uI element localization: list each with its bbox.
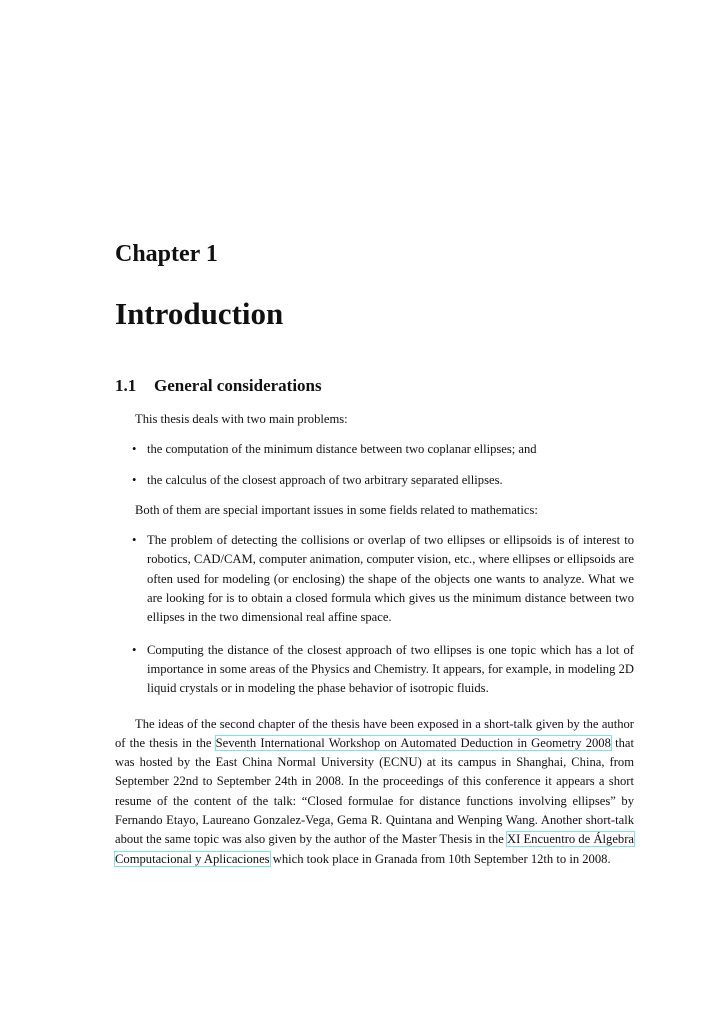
paragraph-text: The ideas of the second chapter of the thesis have been exposed in a short-talk given by the author of the thesis in the	[115, 716, 634, 750]
list-item	[115, 531, 634, 627]
bullet-icon: •	[132, 442, 137, 457]
section-title: General considerations	[154, 376, 322, 395]
chapter-label: Chapter 1	[115, 241, 218, 267]
bullet-icon: •	[132, 642, 137, 657]
section-heading	[115, 375, 322, 397]
list-item-text: The problem of detecting the collisions or overlap of two ellipses or ellipsoids is of interest to robotics, CAD/CAM, computer animation, computer vision, etc., where ellipses or ellipsoids are often used for modeling (or enclosing) the shape of the objects one wants to analyze. What we are looking for is to obtain a closed formula which gives us the minimum distance between two ellipses in the two dimensional real affine space.	[147, 533, 634, 625]
chapter-title: Introduction	[115, 296, 284, 331]
workshop-link[interactable]: Seventh International Workshop on Automated Deduction in Geometry 2008	[215, 735, 611, 750]
bullet-icon: •	[132, 533, 137, 548]
final-paragraph	[115, 715, 634, 869]
paragraph-text: that was hosted by the East China Normal University (ECNU) at its campus in Shanghai, China, from September 22nd to September 24th in 2008. In the proceedings of this conference it appears a short resume of the content of the talk: “Closed formulae for distance functions involving ellipses” by Fernando Etayo, Laureano Gonzalez-Vega, Gema R. Quintana and Wenping Wang. Another short-talk about the same topic was also given by the author of the Master Thesis in the	[115, 735, 634, 847]
body-text	[115, 410, 634, 869]
list-item-text: the computation of the minimum distance between two coplanar ellipses; and	[147, 442, 537, 457]
encuentro-link[interactable]: XI Encuentro de Álgebra Computacional y Aplicaciones	[115, 832, 635, 866]
list-item	[115, 440, 634, 459]
bullet-icon: •	[132, 472, 137, 487]
problems-list	[115, 440, 634, 490]
section-number: 1.1	[115, 376, 137, 395]
intro-sentence: This thesis deals with two main problems:	[135, 412, 348, 426]
list-item-text: Computing the distance of the closest approach of two ellipses is one topic which has a lot of importance in some areas of the Physics and Chemistry. It appears, for example, in modeling 2D liquid crystals or in modeling the phase behavior of isotropic fluids.	[147, 642, 634, 696]
fields-list	[115, 531, 634, 698]
paragraph-text: which took place in Granada from 10th September 12th to in 2008.	[269, 851, 611, 866]
list-item-text: the calculus of the closest approach of two arbitrary separated ellipses.	[147, 472, 503, 487]
list-item	[115, 471, 634, 490]
list-item	[115, 641, 634, 699]
fields-sentence: Both of them are special important issues in some fields related to mathematics:	[135, 502, 538, 517]
